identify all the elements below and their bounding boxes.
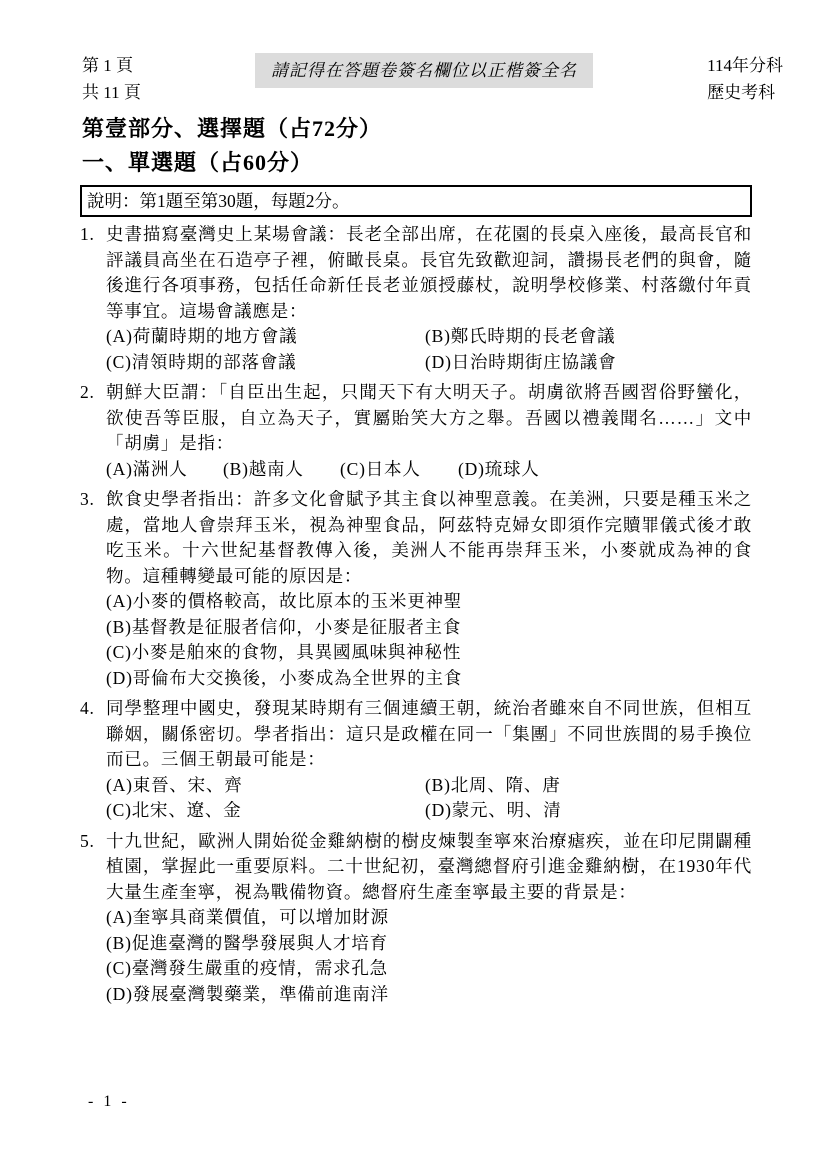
subsection-title: 一、單選題（占60分） [82, 150, 314, 175]
option-c: (C)日本人 [340, 458, 421, 479]
instructions-text: 說明：第1題至第30題，每題2分。 [87, 191, 350, 211]
question-body [106, 696, 752, 824]
signature-notice-box [255, 53, 593, 88]
option-d: (D)蒙元、明、清 [425, 800, 562, 820]
question-body [106, 222, 752, 375]
exam-content [80, 114, 752, 1007]
section-title: 第壹部分、選擇題（占72分） [82, 116, 383, 141]
page-number-line2: 共 11 頁 [82, 83, 141, 102]
option-d: (D)日治時期街庄協議會 [425, 351, 617, 372]
instructions-box [80, 185, 752, 217]
option-b: (B)促進臺灣的醫學發展與人才培育 [106, 932, 388, 953]
question-number: 2. [80, 382, 95, 402]
question-stem: 十九世紀，歐洲人開始從金雞納樹的樹皮煉製奎寧來治療瘧疾，並在印尼開闢種植園，掌握此一重要原料。二十世紀初，臺灣總督府引進金雞納樹，在1930年代大量生產奎寧，視為戰備物資。總督府生產奎寧最主要的背景是： [106, 830, 752, 902]
option-b: (B)北周、隋、唐 [425, 774, 561, 795]
signature-notice-text: 請記得在答題卷簽名欄位以正楷簽全名 [271, 61, 577, 80]
option-a: (A)奎寧具商業價值，可以增加財源 [106, 907, 389, 927]
option-c: (C)北宋、遼、金 [106, 800, 242, 820]
option-b: (B)越南人 [223, 458, 304, 479]
question-number: 1. [80, 224, 95, 244]
option-a: (A)東晉、宋、齊 [106, 774, 243, 795]
question-body [106, 829, 752, 1008]
options-list [106, 589, 752, 691]
question-stem: 同學整理中國史，發現某時期有三個連續王朝，統治者雖來自不同世族，但相互聯姻，關係密切。學者指出：這只是政權在同一「集團」不同世族間的易手換位而已。三個王朝最可能是： [106, 698, 752, 769]
option-b: (B)基督教是征服者信仰，小麥是征服者主食 [106, 616, 462, 637]
exam-year-line: 114年分科 [707, 56, 783, 75]
question-stem: 飲食史學者指出：許多文化會賦予其主食以神聖意義。在美洲，只要是種玉米之處，當地人會崇拜玉米，視為神聖食品，阿茲特克婦女即須作完贖罪儀式後才敢吃玉米。十六世紀基督教傳入後，美洲人不能再崇拜玉米，小麥就成為神的食物。這種轉變最可能的原因是： [106, 489, 752, 586]
question-item-1 [80, 222, 752, 375]
question-item-5 [80, 829, 752, 1008]
question-number: 5. [80, 830, 95, 851]
question-stem: 朝鮮大臣謂：「自臣出生起，只聞天下有大明天子。胡虜欲將吾國習俗野蠻化，欲使吾等臣服，自立為天子，實屬貽笑大方之舉。吾國以禮義聞名……」文中「胡虜」是指： [106, 382, 752, 453]
page-number-block [82, 52, 141, 106]
options-list [106, 905, 752, 1007]
question-number: 4. [80, 698, 95, 718]
option-a: (A)滿洲人 [106, 458, 188, 479]
page-header [82, 52, 783, 106]
exam-info-block [707, 52, 783, 106]
question-item-3 [80, 487, 752, 691]
option-c: (C)清領時期的部落會議 [106, 351, 297, 372]
question-number: 3. [80, 489, 95, 509]
question-stem: 史書描寫臺灣史上某場會議：長老全部出席，在花園的長桌入座後，最高長官和評議員高坐在石造亭子裡，俯瞰長桌。長官先致歡迎詞，讚揚長老們的與會，隨後進行各項事務，包括任命新任長老並頒授藤杖，說明學校修業、村落繳付年貢等事宜。這場會議應是： [106, 224, 752, 321]
question-body [106, 380, 752, 482]
options-grid [106, 773, 752, 824]
question-item-2 [80, 380, 752, 482]
footer-page-number: - 1 - [88, 1093, 130, 1110]
option-d: (D)哥倫布大交換後，小麥成為全世界的主食 [106, 667, 463, 688]
page-footer [88, 1093, 130, 1111]
options-grid [106, 457, 752, 483]
option-c: (C)臺灣發生嚴重的疫情，需求孔急 [106, 958, 388, 978]
options-grid [106, 324, 752, 375]
option-a: (A)小麥的價格較高，故比原本的玉米更神聖 [106, 591, 463, 611]
question-item-4 [80, 696, 752, 824]
option-b: (B)鄭氏時期的長老會議 [425, 326, 616, 346]
option-a: (A)荷蘭時期的地方會議 [106, 326, 298, 346]
exam-subject-line: 歷史考科 [707, 83, 776, 102]
question-body [106, 487, 752, 691]
page-number-line1: 第 1 頁 [82, 56, 133, 75]
option-d: (D)琉球人 [458, 458, 540, 479]
option-c: (C)小麥是舶來的食物，具異國風味與神秘性 [106, 642, 462, 662]
option-d: (D)發展臺灣製藥業，準備前進南洋 [106, 983, 389, 1004]
